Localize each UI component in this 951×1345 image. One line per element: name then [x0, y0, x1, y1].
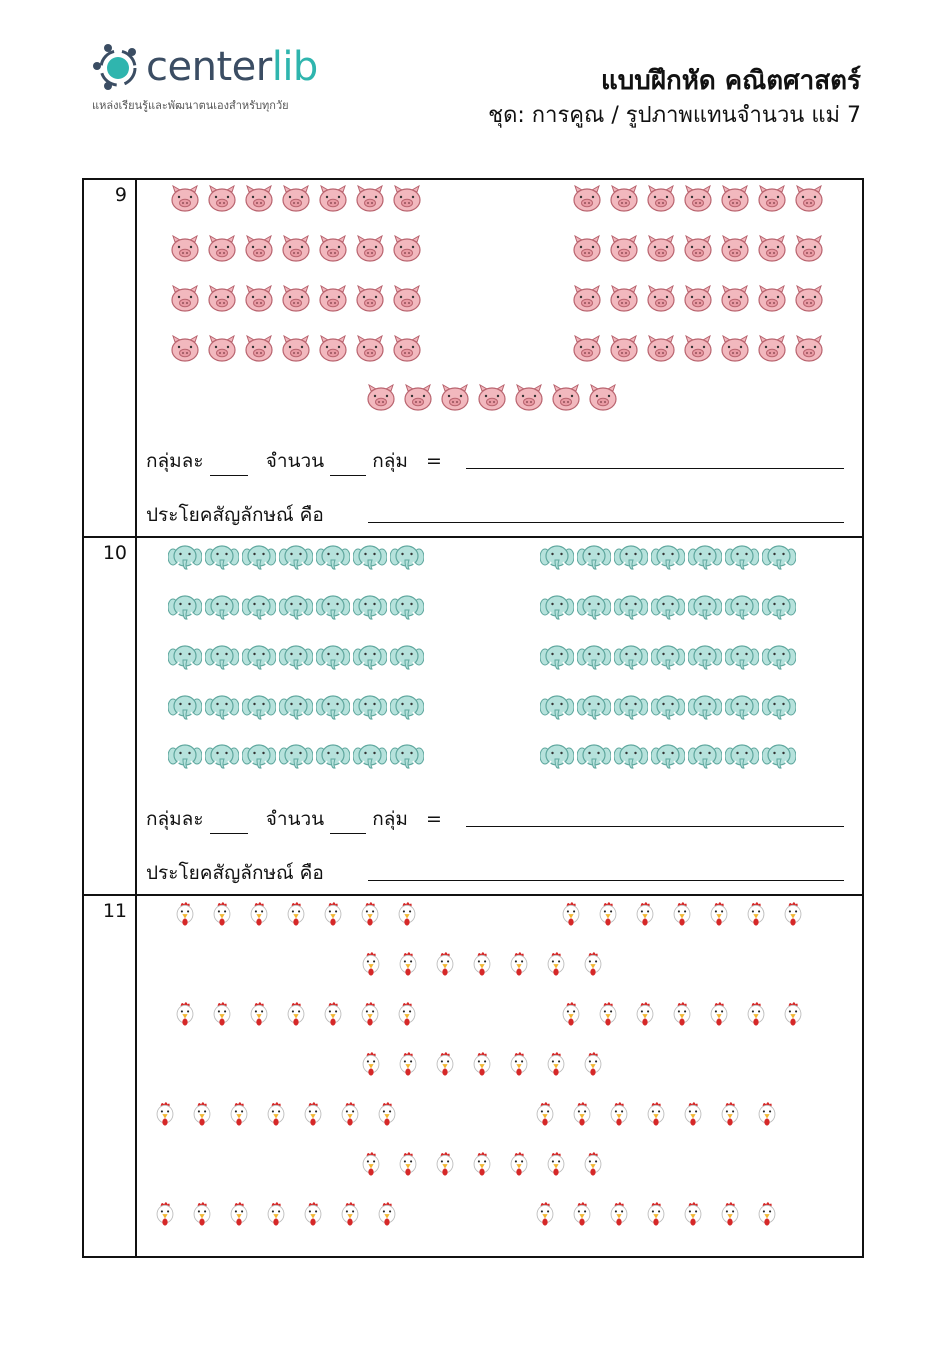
chicken-icon	[148, 1200, 182, 1230]
per-group-label: กลุ่มละ	[146, 808, 204, 830]
pig-icon	[438, 383, 472, 413]
elephant-group	[168, 642, 424, 672]
elephant-icon	[390, 592, 424, 622]
chicken-icon	[739, 1000, 773, 1030]
elephant-icon	[725, 542, 759, 572]
pig-icon	[570, 284, 604, 314]
chicken-icon	[370, 1200, 404, 1230]
number-cell	[84, 896, 137, 1256]
elephant-icon	[168, 692, 202, 722]
chicken-icon	[279, 1000, 313, 1030]
pig-icon	[718, 334, 752, 364]
logo-word-main: center	[146, 44, 272, 90]
chicken-icon	[576, 1150, 610, 1180]
pig-icon	[718, 234, 752, 264]
chicken-icon	[465, 1050, 499, 1080]
pig-icon	[607, 334, 641, 364]
pig-icon	[279, 334, 313, 364]
elephant-group	[540, 741, 796, 771]
chicken-icon	[353, 1000, 387, 1030]
logo-word-accent: lib	[271, 44, 318, 90]
pig-icon	[644, 234, 678, 264]
elephant-icon	[762, 741, 796, 771]
pig-icon	[607, 284, 641, 314]
pig-group	[570, 334, 826, 364]
chicken-icon	[185, 1100, 219, 1130]
chicken-group	[168, 900, 424, 930]
elephant-group	[168, 741, 424, 771]
chicken-icon	[279, 900, 313, 930]
pig-icon	[353, 284, 387, 314]
per-group-blank[interactable]	[210, 813, 248, 834]
elephant-icon	[205, 542, 239, 572]
pig-icon	[570, 184, 604, 214]
elephant-icon	[242, 642, 276, 672]
elephant-icon	[540, 741, 574, 771]
groups-label: กลุ่ม	[372, 808, 408, 830]
chicken-group	[354, 1150, 610, 1180]
elephant-icon	[316, 592, 350, 622]
pig-icon	[755, 234, 789, 264]
chicken-icon	[565, 1200, 599, 1230]
elephant-icon	[688, 542, 722, 572]
problem-row-10	[84, 538, 862, 896]
chicken-group	[528, 1200, 784, 1230]
elephant-icon	[762, 692, 796, 722]
chicken-icon	[148, 1100, 182, 1130]
chicken-icon	[222, 1100, 256, 1130]
logo-tagline: แหล่งเรียนรู้และพัฒนาตนเองสำหรับทุกวัย	[92, 99, 289, 112]
elephant-icon	[390, 692, 424, 722]
pig-icon	[390, 334, 424, 364]
pig-icon	[168, 234, 202, 264]
pig-icon	[718, 184, 752, 214]
pig-icon	[390, 284, 424, 314]
chicken-icon	[602, 1100, 636, 1130]
chicken-icon	[391, 1150, 425, 1180]
chicken-icon	[776, 900, 810, 930]
elephant-icon	[242, 542, 276, 572]
chicken-icon	[602, 1200, 636, 1230]
group-count-blank[interactable]	[330, 455, 366, 476]
chicken-icon	[739, 900, 773, 930]
pig-icon	[242, 284, 276, 314]
pig-icon	[316, 284, 350, 314]
pig-icon	[168, 334, 202, 364]
chicken-icon	[259, 1200, 293, 1230]
chicken-icon	[185, 1200, 219, 1230]
pig-icon	[792, 184, 826, 214]
pig-icon	[242, 234, 276, 264]
problem-row-11	[84, 896, 862, 1256]
chicken-icon	[539, 1050, 573, 1080]
answer-blank[interactable]	[466, 826, 844, 827]
pig-icon	[644, 184, 678, 214]
pig-icon	[364, 383, 398, 413]
elephant-icon	[614, 542, 648, 572]
number-cell	[84, 538, 137, 894]
problem-row-9	[84, 180, 862, 538]
chicken-icon	[428, 1150, 462, 1180]
elephant-icon	[614, 692, 648, 722]
chicken-icon	[639, 1100, 673, 1130]
pig-icon	[681, 234, 715, 264]
pig-icon	[644, 284, 678, 314]
exercise-table	[82, 178, 864, 1258]
elephant-group	[168, 592, 424, 622]
chicken-icon	[713, 1200, 747, 1230]
elephant-icon	[353, 592, 387, 622]
chicken-icon	[576, 1050, 610, 1080]
pig-icon	[390, 234, 424, 264]
groups-label: กลุ่ม	[372, 450, 408, 472]
elephant-icon	[242, 592, 276, 622]
pig-icon	[168, 284, 202, 314]
chicken-icon	[554, 1000, 588, 1030]
chicken-icon	[465, 1150, 499, 1180]
elephant-icon	[353, 642, 387, 672]
page-title: แบบฝึกหัด คณิตศาสตร์	[600, 66, 861, 96]
per-group-blank[interactable]	[210, 455, 248, 476]
sentence-label: ประโยคสัญลักษณ์ คือ	[146, 504, 324, 526]
elephant-icon	[688, 592, 722, 622]
chicken-icon	[639, 1200, 673, 1230]
elephant-icon	[577, 542, 611, 572]
pig-icon	[792, 334, 826, 364]
sentence-blank[interactable]	[368, 522, 844, 523]
chicken-icon	[428, 1050, 462, 1080]
pig-icon	[755, 184, 789, 214]
elephant-icon	[762, 592, 796, 622]
per-group-line	[146, 804, 442, 834]
elephant-icon	[390, 542, 424, 572]
pig-group	[570, 234, 826, 264]
chicken-icon	[676, 1200, 710, 1230]
sentence-label: ประโยคสัญลักษณ์ คือ	[146, 862, 324, 884]
elephant-icon	[540, 592, 574, 622]
chicken-icon	[354, 1150, 388, 1180]
elephant-icon	[205, 592, 239, 622]
pig-icon	[549, 383, 583, 413]
chicken-icon	[676, 1100, 710, 1130]
chicken-group	[354, 1050, 610, 1080]
pig-group	[168, 284, 424, 314]
elephant-icon	[540, 542, 574, 572]
chicken-icon	[168, 900, 202, 930]
pig-icon	[353, 334, 387, 364]
elephant-icon	[316, 741, 350, 771]
elephant-icon	[279, 642, 313, 672]
chicken-icon	[390, 1000, 424, 1030]
elephant-icon	[205, 692, 239, 722]
pig-icon	[607, 184, 641, 214]
chicken-icon	[354, 1050, 388, 1080]
elephant-icon	[651, 692, 685, 722]
pig-icon	[475, 383, 509, 413]
elephant-icon	[279, 741, 313, 771]
chicken-icon	[591, 1000, 625, 1030]
elephant-icon	[279, 592, 313, 622]
elephant-icon	[614, 592, 648, 622]
elephant-icon	[316, 542, 350, 572]
problem-number: 9	[114, 184, 127, 206]
chicken-icon	[333, 1200, 367, 1230]
chicken-icon	[205, 1000, 239, 1030]
elephant-icon	[725, 741, 759, 771]
pig-icon	[607, 234, 641, 264]
chicken-icon	[370, 1100, 404, 1130]
elephant-icon	[688, 741, 722, 771]
chicken-icon	[502, 1150, 536, 1180]
elephant-icon	[205, 741, 239, 771]
pig-icon	[353, 184, 387, 214]
equals-sign: =	[426, 808, 442, 830]
chicken-icon	[242, 900, 276, 930]
elephant-icon	[168, 642, 202, 672]
chicken-group	[354, 950, 610, 980]
chicken-icon	[391, 1050, 425, 1080]
chicken-group	[168, 1000, 424, 1030]
chicken-icon	[465, 950, 499, 980]
elephant-icon	[540, 642, 574, 672]
elephant-icon	[168, 741, 202, 771]
pig-icon	[205, 284, 239, 314]
pig-icon	[353, 234, 387, 264]
elephant-icon	[316, 642, 350, 672]
elephant-icon	[577, 642, 611, 672]
elephant-icon	[577, 741, 611, 771]
pig-icon	[681, 334, 715, 364]
elephant-group	[168, 692, 424, 722]
chicken-icon	[665, 900, 699, 930]
chicken-icon	[702, 1000, 736, 1030]
elephant-icon	[540, 692, 574, 722]
pig-group	[364, 383, 620, 413]
chicken-group	[528, 1100, 784, 1130]
elephant-icon	[279, 692, 313, 722]
logo-network-icon	[92, 42, 144, 94]
elephant-icon	[614, 741, 648, 771]
pig-icon	[316, 334, 350, 364]
chicken-icon	[296, 1200, 330, 1230]
pig-icon	[792, 234, 826, 264]
chicken-icon	[390, 900, 424, 930]
elephant-icon	[353, 692, 387, 722]
pig-icon	[755, 334, 789, 364]
logo-wordmark	[146, 44, 318, 90]
pig-group	[570, 184, 826, 214]
elephant-icon	[168, 592, 202, 622]
pig-group	[168, 184, 424, 214]
elephant-icon	[168, 542, 202, 572]
pig-icon	[718, 284, 752, 314]
elephant-icon	[762, 642, 796, 672]
elephant-icon	[651, 542, 685, 572]
chicken-icon	[528, 1100, 562, 1130]
chicken-icon	[528, 1200, 562, 1230]
chicken-icon	[316, 1000, 350, 1030]
chicken-icon	[391, 950, 425, 980]
pig-icon	[205, 234, 239, 264]
elephant-icon	[725, 692, 759, 722]
elephant-icon	[725, 592, 759, 622]
pig-icon	[242, 184, 276, 214]
sentence-blank[interactable]	[368, 880, 844, 881]
chicken-icon	[353, 900, 387, 930]
equals-sign: =	[426, 450, 442, 472]
chicken-icon	[554, 900, 588, 930]
chicken-group	[148, 1100, 404, 1130]
chicken-group	[554, 1000, 810, 1030]
elephant-icon	[390, 741, 424, 771]
chicken-icon	[665, 1000, 699, 1030]
pig-icon	[279, 184, 313, 214]
chicken-icon	[222, 1200, 256, 1230]
pig-icon	[205, 184, 239, 214]
chicken-icon	[502, 950, 536, 980]
count-label: จำนวน	[265, 808, 325, 830]
elephant-icon	[614, 642, 648, 672]
chicken-icon	[565, 1100, 599, 1130]
pig-icon	[316, 184, 350, 214]
count-label: จำนวน	[265, 450, 325, 472]
chicken-icon	[428, 950, 462, 980]
pig-icon	[570, 234, 604, 264]
pig-icon	[681, 184, 715, 214]
chicken-icon	[750, 1200, 784, 1230]
elephant-icon	[651, 592, 685, 622]
elephant-icon	[577, 592, 611, 622]
elephant-icon	[242, 741, 276, 771]
elephant-icon	[390, 642, 424, 672]
chicken-icon	[242, 1000, 276, 1030]
pig-icon	[644, 334, 678, 364]
elephant-icon	[279, 542, 313, 572]
elephant-group	[168, 542, 424, 572]
elephant-icon	[353, 741, 387, 771]
elephant-icon	[762, 542, 796, 572]
elephant-icon	[205, 642, 239, 672]
chicken-icon	[168, 1000, 202, 1030]
pig-icon	[316, 234, 350, 264]
elephant-group	[540, 542, 796, 572]
chicken-icon	[702, 900, 736, 930]
page-subtitle: ชุด: การคูณ / รูปภาพแทนจำนวน แม่ 7	[488, 103, 861, 128]
pig-group	[570, 284, 826, 314]
chicken-icon	[750, 1100, 784, 1130]
chicken-icon	[539, 950, 573, 980]
elephant-icon	[242, 692, 276, 722]
chicken-group	[148, 1200, 404, 1230]
chicken-icon	[259, 1100, 293, 1130]
problem-number: 10	[102, 542, 127, 564]
pig-icon	[205, 334, 239, 364]
elephant-icon	[353, 542, 387, 572]
chicken-icon	[628, 900, 662, 930]
pig-icon	[168, 184, 202, 214]
elephant-icon	[651, 642, 685, 672]
chicken-icon	[591, 900, 625, 930]
elephant-group	[540, 642, 796, 672]
elephant-icon	[725, 642, 759, 672]
elephant-group	[540, 692, 796, 722]
per-group-line	[146, 446, 442, 476]
pig-icon	[401, 383, 435, 413]
chicken-icon	[576, 950, 610, 980]
chicken-icon	[354, 950, 388, 980]
number-cell	[84, 180, 137, 536]
chicken-icon	[713, 1100, 747, 1130]
chicken-icon	[776, 1000, 810, 1030]
chicken-icon	[628, 1000, 662, 1030]
pig-icon	[570, 334, 604, 364]
pig-icon	[681, 284, 715, 314]
elephant-group	[540, 592, 796, 622]
elephant-icon	[316, 692, 350, 722]
chicken-icon	[502, 1050, 536, 1080]
elephant-icon	[688, 642, 722, 672]
chicken-icon	[539, 1150, 573, 1180]
centerlib-logo	[92, 42, 352, 122]
pig-icon	[279, 234, 313, 264]
group-count-blank[interactable]	[330, 813, 366, 834]
pig-group	[168, 234, 424, 264]
chicken-icon	[316, 900, 350, 930]
chicken-group	[554, 900, 810, 930]
pig-icon	[279, 284, 313, 314]
elephant-icon	[577, 692, 611, 722]
elephant-icon	[688, 692, 722, 722]
pig-icon	[512, 383, 546, 413]
problem-number: 11	[102, 900, 127, 922]
pig-icon	[792, 284, 826, 314]
chicken-icon	[205, 900, 239, 930]
chicken-icon	[333, 1100, 367, 1130]
pig-icon	[586, 383, 620, 413]
pig-icon	[242, 334, 276, 364]
answer-blank[interactable]	[466, 468, 844, 469]
elephant-icon	[651, 741, 685, 771]
per-group-label: กลุ่มละ	[146, 450, 204, 472]
pig-group	[168, 334, 424, 364]
pig-icon	[755, 284, 789, 314]
chicken-icon	[296, 1100, 330, 1130]
pig-icon	[390, 184, 424, 214]
